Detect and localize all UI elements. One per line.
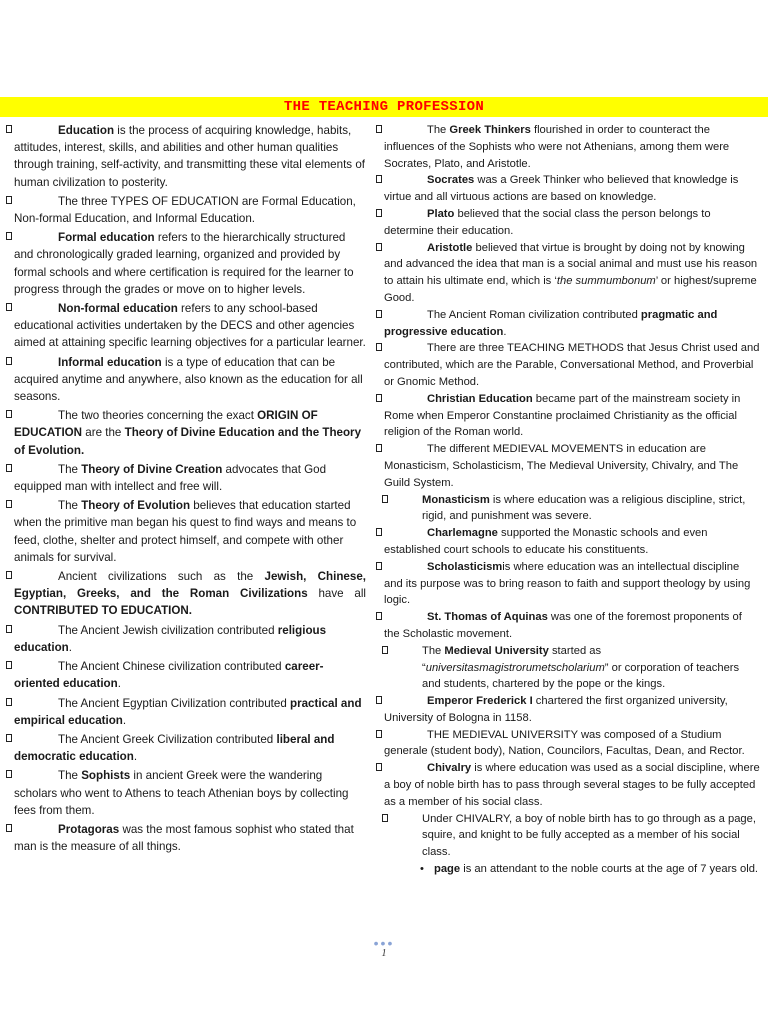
item-text-plain: believes that education started when the primitive man began his quest to find ways and means to feed, clothe, shelter and protect himself, and compete with other animals for survival. xyxy=(14,499,357,564)
left-list-item xyxy=(6,193,366,227)
item-text-plain: ’ or highest/supreme Good. xyxy=(384,275,757,304)
item-term: page xyxy=(434,863,461,876)
item-term: Socrates xyxy=(427,174,475,187)
left-list-item xyxy=(6,407,366,459)
item-text xyxy=(14,300,366,352)
item-text xyxy=(14,497,366,566)
item-text xyxy=(384,391,760,441)
right-list-item xyxy=(376,240,760,307)
left-column xyxy=(6,122,366,857)
item-text xyxy=(14,193,366,227)
checkbox-glyph-icon xyxy=(6,571,12,579)
item-text xyxy=(14,407,366,459)
item-text xyxy=(14,695,366,729)
item-text-plain: started as “ xyxy=(422,644,602,674)
right-list-item xyxy=(376,206,760,240)
item-text-plain: advocates that God equipped man with intellect and free will. xyxy=(14,462,327,494)
checkbox-glyph-icon xyxy=(376,343,382,351)
right-list-item xyxy=(376,525,760,559)
item-text-plain: are the xyxy=(82,426,125,440)
item-text xyxy=(384,441,760,491)
item-text-plain: chartered the first organized university, University of Bologna in 1158. xyxy=(384,695,728,724)
item-term: Theory of Divine Education and the Theory of Evolution. xyxy=(14,426,362,457)
checkbox-glyph-icon xyxy=(376,394,382,402)
item-term: career-oriented education xyxy=(14,660,324,691)
checkbox-glyph-icon xyxy=(376,528,382,536)
right-list-item xyxy=(376,727,760,761)
checkbox-glyph-icon xyxy=(376,209,382,217)
left-list-item xyxy=(6,695,366,729)
bullet-text xyxy=(434,863,758,875)
checkbox-glyph-icon xyxy=(6,464,12,472)
title-banner xyxy=(0,97,768,117)
item-text-plain: is where education was used as a social discipline, where a boy of noble birth has to pass through several stages to be fully accepted as a member of his social class. xyxy=(384,762,760,808)
item-term: Non-formal education xyxy=(58,302,178,316)
item-text xyxy=(14,622,366,656)
item-text-plain: . xyxy=(503,325,507,338)
item-text-plain: is the process of acquiring knowledge, habits, attitudes, interest, skills, and abilities and other human qualities through training, self-activity, and transmitting these vital elements of human civilization to posterity. xyxy=(14,124,365,189)
item-term: CONTRIBUTED TO EDUCATION. xyxy=(14,604,192,618)
item-text xyxy=(14,122,366,191)
item-term: Theory of Evolution xyxy=(81,499,191,513)
right-list-item xyxy=(376,643,760,693)
left-list-item xyxy=(6,767,366,819)
item-text xyxy=(384,760,760,810)
left-list-item xyxy=(6,229,366,298)
right-list-item xyxy=(376,391,760,441)
checkbox-glyph-icon xyxy=(376,310,382,318)
item-text-plain: is where education was an intellectual discipline and its purpose was to bring reason to faith and support theology by using logic. xyxy=(384,560,751,607)
item-text-plain: is a type of education that can be acquired anytime and anywhere, also known as the education for all seasons. xyxy=(14,355,363,404)
item-term: Sophists xyxy=(81,769,131,783)
item-text xyxy=(14,767,366,819)
item-text xyxy=(14,229,366,298)
item-text-plain: The two theories concerning the exact xyxy=(58,409,258,423)
item-term: Chivalry xyxy=(427,762,472,775)
item-text xyxy=(384,340,760,390)
right-list-item xyxy=(376,760,760,810)
item-term: religious education xyxy=(14,623,327,654)
item-text-plain: refers to the hierarchically structured and chronologically graded learning, organized and provided by formal schools and where certification is required for the learner to progress through the grades or move on to higher levels. xyxy=(14,231,354,296)
item-italic: universitasmagistrorumetscholarium xyxy=(425,661,605,674)
item-term: Education xyxy=(58,124,115,137)
left-list-item xyxy=(6,658,366,692)
bullet-dot-icon: • xyxy=(420,863,424,876)
checkbox-glyph-icon xyxy=(376,562,382,570)
item-text xyxy=(14,658,366,692)
item-term: Scholasticism xyxy=(427,560,503,573)
item-text-plain: was one of the foremost proponents of the Scholastic movement. xyxy=(384,611,742,640)
item-text-plain: . xyxy=(117,677,121,691)
item-text-plain: . xyxy=(122,713,127,727)
checkbox-glyph-icon xyxy=(6,232,12,240)
checkbox-glyph-icon xyxy=(382,814,388,822)
right-column xyxy=(376,122,760,878)
checkbox-glyph-icon xyxy=(376,763,382,771)
checkbox-glyph-icon xyxy=(376,175,382,183)
item-term: Theory of Divine Creation xyxy=(81,462,223,476)
left-list-item xyxy=(6,821,366,855)
item-text-plain: flourished in order to counteract the influences of the Sophists who were not Athenians, among them were Socrates, Plato, and Aristotle. xyxy=(384,124,730,170)
item-text-plain: Ancient civilizations such as the xyxy=(58,570,265,584)
item-term: Jewish, Chinese, Egyptian, Greeks, and the Roman Civilizations xyxy=(14,570,366,601)
item-term: Christian Education xyxy=(427,392,533,405)
item-term: Aristotle xyxy=(427,241,473,254)
item-text-plain: ” or corporation of teachers and students, chartered by the pope or the kings. xyxy=(422,661,740,691)
item-text xyxy=(14,461,366,495)
item-text xyxy=(422,492,760,526)
item-text-plain: The Ancient Chinese civilization contributed xyxy=(58,660,285,674)
checkbox-glyph-icon xyxy=(6,500,12,508)
item-text xyxy=(384,240,760,307)
item-text-plain: is where education was a religious discipline, strict, rigid, and punishment was severe. xyxy=(422,493,746,523)
checkbox-glyph-icon xyxy=(6,661,12,669)
item-text-plain: in ancient Greek were the wandering scholars who went to Athens to teach Athenian boys by collecting fees from them. xyxy=(14,769,349,817)
checkbox-glyph-icon xyxy=(6,698,12,706)
item-term: practical and empirical education xyxy=(14,696,362,727)
right-list-item xyxy=(376,559,760,609)
left-list-item xyxy=(6,568,366,620)
left-list-item xyxy=(6,731,366,765)
item-text xyxy=(384,727,760,761)
page-dots-ornament: ••• xyxy=(373,935,395,951)
item-text-plain: The xyxy=(58,769,82,783)
item-term: Medieval University xyxy=(444,644,549,657)
item-term: Protagoras xyxy=(58,822,120,836)
item-text xyxy=(384,609,760,643)
item-term: Plato xyxy=(427,207,455,220)
item-text xyxy=(14,568,366,620)
item-text-plain: became part of the mainstream society in Rome when Emperor Constantine proclaimed Christianity as the official religion of the Roman world. xyxy=(384,392,741,439)
item-text xyxy=(384,693,760,727)
item-text-plain: . xyxy=(133,750,138,764)
item-term: ORIGIN OF EDUCATION xyxy=(14,409,318,440)
page-bullet-item xyxy=(376,861,760,878)
checkbox-glyph-icon xyxy=(6,357,12,365)
item-term: liberal and democratic education xyxy=(14,732,335,764)
left-list-item xyxy=(6,122,366,191)
item-text xyxy=(14,821,366,855)
item-text-plain: The Ancient Jewish civilization contributed xyxy=(58,623,278,637)
item-text xyxy=(384,307,760,341)
page-title: THE TEACHING PROFESSION xyxy=(283,99,485,115)
checkbox-glyph-icon xyxy=(382,495,388,503)
right-list-item xyxy=(376,811,760,861)
item-text-plain: The xyxy=(422,644,445,657)
item-text xyxy=(384,206,760,240)
item-text-plain: The three TYPES OF EDUCATION are Formal Education, Non-formal Education, and Informal Education. xyxy=(14,194,356,226)
item-text xyxy=(384,122,760,172)
item-text-plain: There are three TEACHING METHODS that Jesus Christ used and contributed, which are the Parable, Conversational Method, and Proverbial or Gnomic Method. xyxy=(384,342,760,388)
item-text-plain: is an attendant to the noble courts at the age of 7 years old. xyxy=(460,863,759,876)
checkbox-glyph-icon xyxy=(6,196,12,204)
item-text xyxy=(384,559,760,609)
checkbox-glyph-icon xyxy=(6,625,12,633)
page-number: 1 xyxy=(381,948,387,959)
item-term: Emperor Frederick I xyxy=(427,695,533,708)
item-term: Monasticism xyxy=(422,493,490,506)
right-list-item xyxy=(376,122,760,172)
item-text xyxy=(14,354,366,406)
item-term: Greek Thinkers xyxy=(449,124,531,136)
item-text-plain: Under CHIVALRY, a boy of noble birth has to go through as a page, squire, and knight to be fully accepted as a member of his social class. xyxy=(422,812,756,859)
left-list-item xyxy=(6,354,366,406)
item-text-plain: The Ancient Greek Civilization contributed xyxy=(58,732,277,746)
item-term: Informal education xyxy=(58,355,162,369)
right-list-item xyxy=(376,307,760,341)
checkbox-glyph-icon xyxy=(376,243,382,251)
item-italic: the summumbonum xyxy=(556,275,656,288)
checkbox-glyph-icon xyxy=(6,734,12,742)
right-list-item xyxy=(376,340,760,390)
item-text-plain: The different MEDIEVAL MOVEMENTS in education are Monasticism, Scholasticism, The Medieval University, Chivalry, and The Guild System. xyxy=(384,443,739,489)
item-term: Charlemagne xyxy=(427,527,498,540)
left-list-item xyxy=(6,622,366,656)
checkbox-glyph-icon xyxy=(376,444,382,452)
left-list-item xyxy=(6,497,366,566)
page-footer xyxy=(0,935,768,959)
item-text xyxy=(422,811,760,861)
item-text-plain: The xyxy=(58,462,82,476)
item-text-plain: have all xyxy=(307,587,366,601)
item-text-plain: . xyxy=(68,640,72,654)
item-text-plain: THE MEDIEVAL UNIVERSITY was composed of a Studium generale (student body), Nation, Councilors, Facultas, Dean, and Rector. xyxy=(384,728,745,758)
item-text xyxy=(14,731,366,765)
checkbox-glyph-icon xyxy=(376,612,382,620)
item-term: pragmatic and progressive education xyxy=(384,308,718,338)
checkbox-glyph-icon xyxy=(382,646,388,654)
right-list-item xyxy=(376,441,760,491)
right-list-item xyxy=(376,693,760,727)
checkbox-glyph-icon xyxy=(6,824,12,832)
item-text-plain: refers to any school-based educational activities undertaken by the DECS and other agencies aimed at attaining specific learning objectives for a particular learner. xyxy=(14,302,366,350)
right-list-item xyxy=(376,172,760,206)
item-text-plain: The xyxy=(427,124,450,136)
checkbox-glyph-icon xyxy=(6,410,12,418)
item-text-plain: The Ancient Egyptian Civilization contributed xyxy=(58,696,291,710)
left-list-item xyxy=(6,300,366,352)
right-list-item xyxy=(376,492,760,526)
checkbox-glyph-icon xyxy=(376,730,382,738)
item-term: St. Thomas of Aquinas xyxy=(427,611,548,624)
left-list-item xyxy=(6,461,366,495)
item-text-plain: believed that the social class the person belongs to determine their education. xyxy=(384,207,711,237)
checkbox-glyph-icon xyxy=(376,696,382,704)
item-text-plain: The Ancient Roman civilization contributed xyxy=(427,308,641,321)
item-text xyxy=(384,525,760,559)
right-list-item xyxy=(376,609,760,643)
item-text-plain: believed that virtue is brought by doing not by knowing and advanced the idea that man is a social animal and must use his reason to attain his ultimate end, which is ‘ xyxy=(384,241,758,288)
checkbox-glyph-icon xyxy=(6,303,12,311)
item-text-plain: supported the Monastic schools and even established court schools to educate his constituents. xyxy=(384,527,708,556)
checkbox-glyph-icon xyxy=(376,125,382,133)
checkbox-glyph-icon xyxy=(6,770,12,778)
item-text xyxy=(422,643,760,693)
item-text-plain: was the most famous sophist who stated that man is the measure of all things. xyxy=(14,822,354,854)
item-text-plain: was a Greek Thinker who believed that knowledge is virtue and all virtuous actions are based on knowledge. xyxy=(384,174,739,204)
item-term: Formal education xyxy=(58,231,155,245)
item-text-plain: The xyxy=(58,499,82,513)
checkbox-glyph-icon xyxy=(6,125,12,133)
item-text xyxy=(384,172,760,206)
